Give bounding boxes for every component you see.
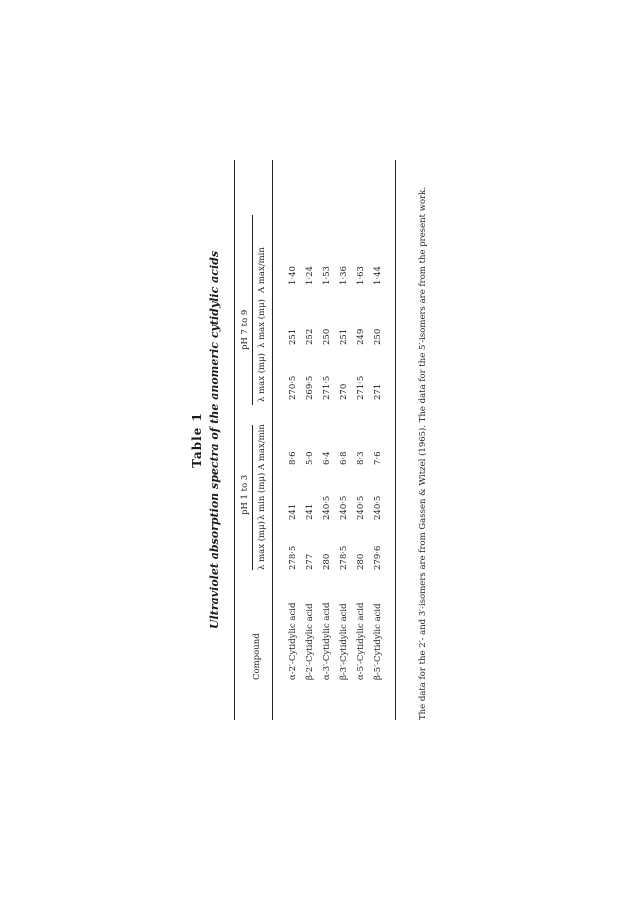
table-row-compound: α-2′-Cytidylic acid [288, 602, 298, 680]
header-col-1: λ max (mμ) [257, 521, 267, 570]
table-cell: 270·5 [288, 375, 298, 400]
table-cell: 240·5 [322, 495, 332, 520]
bottom-rule [395, 160, 396, 720]
table-cell: 270 [339, 383, 349, 400]
table-row-compound: β-3′-Cytidylic acid [339, 603, 349, 680]
table-row-compound: α-3′-Cytidylic acid [322, 602, 332, 680]
table-cell: 1·36 [339, 266, 349, 285]
table-cell: 240·5 [339, 495, 349, 520]
table-cell: 250 [373, 328, 383, 345]
header-group-ph7-9: pH 7 to 9 [240, 309, 250, 350]
table-cell: 269·5 [305, 375, 315, 400]
header-col-4: λ max (mμ) [257, 353, 267, 402]
table-row-compound: β-5′-Cytidylic acid [373, 603, 383, 680]
table-cell: 271 [373, 383, 383, 400]
table-cell: 240·5 [373, 495, 383, 520]
table-cell: 6·4 [322, 451, 332, 465]
table-cell: 249 [356, 328, 366, 345]
table-cell: 271·5 [322, 375, 332, 400]
header-col-2: λ min (mμ) [257, 472, 267, 520]
table-cell: 1·40 [288, 266, 298, 285]
table-label: Table 1 [190, 412, 204, 468]
table-footnote: The data for the 2′- and 3′-isomers are from Gassen & Witzel (1965). The data for the 5′-isomers are from the present work. [418, 186, 428, 720]
table-cell: 1·53 [322, 266, 332, 285]
table-cell: 279·6 [373, 545, 383, 570]
table-cell: 8·3 [356, 451, 366, 465]
table-cell: 6·8 [339, 451, 349, 465]
header-rule [272, 160, 273, 720]
table-cell: 278·5 [339, 545, 349, 570]
group1-underline [252, 425, 253, 570]
table-cell: 241 [305, 503, 315, 520]
table-cell: 241 [288, 503, 298, 520]
table-row-compound: α-5′-Cytidylic acid [356, 602, 366, 680]
rotated-page-content [190, 160, 450, 720]
header-col-6: A max/min [257, 247, 267, 293]
table-cell: 1·63 [356, 266, 366, 285]
table-cell: 7·6 [373, 451, 383, 465]
header-col-3: A max/min [257, 424, 267, 470]
table-caption: Ultraviolet absorption spectra of the anomeric cytidylic acids [208, 250, 221, 630]
group2-underline [252, 215, 253, 405]
table-cell: 8·6 [288, 451, 298, 465]
table-cell: 251 [288, 328, 298, 345]
table-cell: 1·44 [373, 266, 383, 285]
top-rule [234, 160, 235, 720]
table-cell: 280 [356, 553, 366, 570]
table-cell: 1·24 [305, 266, 315, 285]
table-row-compound: β-2′-Cytidylic acid [305, 603, 315, 680]
table-cell: 271·5 [356, 375, 366, 400]
header-col-5: λ max (mμ) [257, 299, 267, 348]
table-cell: 251 [339, 328, 349, 345]
table-cell: 240·5 [356, 495, 366, 520]
header-group-ph1-3: pH 1 to 3 [240, 474, 250, 515]
table-cell: 277 [305, 553, 315, 570]
table-cell: 280 [322, 553, 332, 570]
table-cell: 278·5 [288, 545, 298, 570]
table-cell: 5·0 [305, 451, 315, 465]
table-cell: 252 [305, 328, 315, 345]
table-cell: 250 [322, 328, 332, 345]
header-compound: Compound [252, 633, 262, 680]
